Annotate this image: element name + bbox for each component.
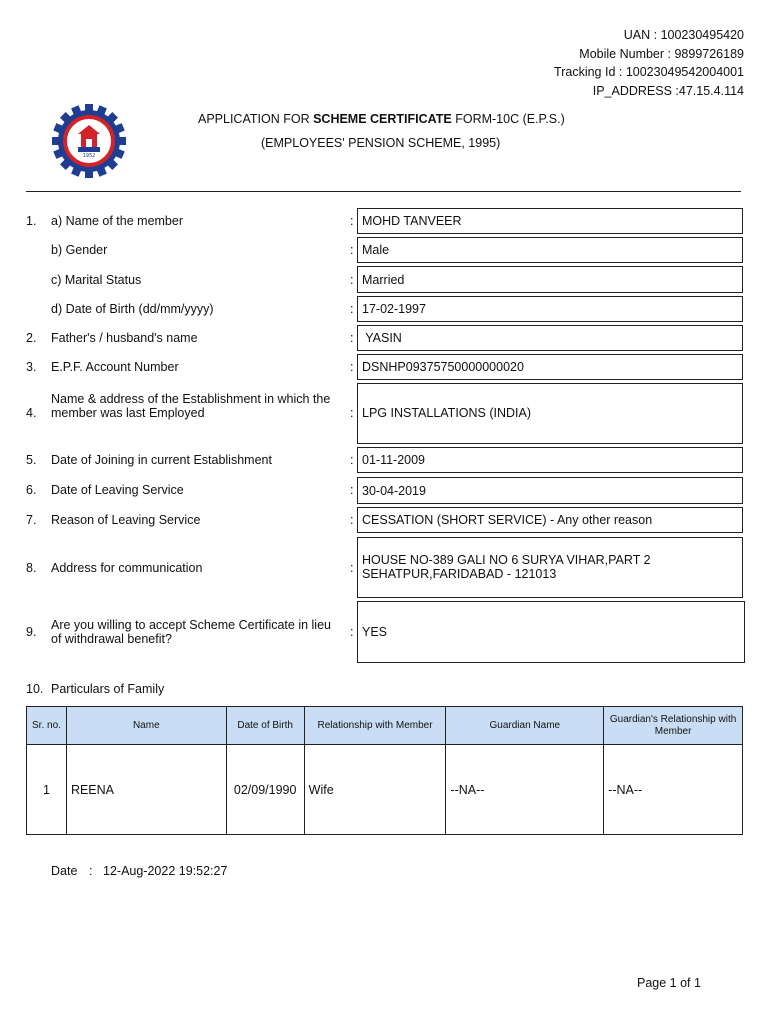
table-row: [27, 745, 743, 835]
field-number: 6.: [26, 483, 37, 497]
field-number: 9.: [26, 625, 37, 639]
willing-to-accept-value: YES: [357, 601, 745, 663]
field-colon: :: [350, 302, 354, 316]
cell-relationship: Wife: [304, 745, 446, 835]
date-colon: :: [89, 864, 93, 878]
reason-of-leaving-value: CESSATION (SHORT SERVICE) - Any other reason: [357, 507, 743, 533]
cell-guardian-relationship: --NA--: [604, 745, 743, 835]
date-of-joining-value: 01-11-2009: [357, 447, 743, 473]
field-number: 8.: [26, 561, 37, 575]
date-label: Date: [51, 864, 78, 878]
field-colon: :: [350, 483, 354, 497]
family-section-label: Particulars of Family: [51, 682, 165, 696]
field-colon: :: [350, 331, 354, 345]
field-label-epf-account: E.P.F. Account Number: [51, 360, 179, 374]
column-header-guardian-relationship: Guardian's Relationship with Member: [604, 707, 743, 745]
tracking-id-text: Tracking Id : 10023049542004001: [554, 65, 744, 79]
field-colon: :: [350, 273, 354, 287]
column-header-relationship: Relationship with Member: [304, 707, 446, 745]
field-colon: :: [350, 453, 354, 467]
field-number: 2.: [26, 331, 37, 345]
gender-value: Male: [357, 237, 743, 263]
column-header-guardian-name: Guardian Name: [446, 707, 604, 745]
field-colon: :: [350, 243, 354, 257]
field-number: 7.: [26, 513, 37, 527]
field-colon: :: [350, 625, 354, 639]
field-number: 1.: [26, 214, 37, 228]
date-value: 12-Aug-2022 19:52:27: [103, 864, 228, 878]
form-title: [198, 112, 565, 126]
date-of-leaving-value: 30-04-2019: [357, 477, 743, 504]
field-colon: :: [350, 360, 354, 374]
cell-sr-no: 1: [27, 745, 67, 835]
form-subtitle: (EMPLOYEES' PENSION SCHEME, 1995): [261, 136, 501, 150]
cell-name: REENA: [66, 745, 226, 835]
field-label-date-of-joining: Date of Joining in current Establishment: [51, 453, 272, 467]
cell-guardian-name: --NA--: [446, 745, 604, 835]
field-label-date-of-leaving: Date of Leaving Service: [51, 483, 184, 497]
establishment-value: LPG INSTALLATIONS (INDIA): [357, 383, 743, 444]
date-of-birth-value: 17-02-1997: [357, 296, 743, 322]
ip-address-text: IP_ADDRESS :47.15.4.114: [592, 83, 744, 98]
field-label-address: Address for communication: [51, 561, 203, 575]
field-number: 5.: [26, 453, 37, 467]
family-table: [26, 706, 743, 835]
epfo-logo: [50, 102, 128, 180]
title-bold: SCHEME CERTIFICATE: [313, 112, 452, 126]
field-colon: :: [350, 561, 354, 575]
column-header-sr-no: Sr. no.: [27, 707, 67, 745]
column-header-name: Name: [66, 707, 226, 745]
logo-year: 1952: [82, 153, 96, 159]
cell-date-of-birth: 02/09/1990: [226, 745, 304, 835]
field-label-reason-of-leaving: Reason of Leaving Service: [51, 513, 201, 527]
marital-status-value: Married: [357, 266, 743, 293]
mobile-number-text: Mobile Number : 9899726189: [579, 46, 744, 61]
field-label-member-name: a) Name of the member: [51, 214, 183, 228]
field-number: 3.: [26, 360, 37, 374]
field-label-marital-status: c) Marital Status: [51, 273, 142, 287]
field-colon: :: [350, 513, 354, 527]
field-label-gender: b) Gender: [51, 243, 108, 257]
address-value: HOUSE NO-389 GALI NO 6 SURYA VIHAR,PART 2 SEHATPUR,FARIDABAD - 121013: [357, 537, 743, 598]
field-number: 10.: [26, 682, 44, 696]
family-table-header-row: [27, 707, 743, 745]
title-suffix: FORM-10C (E.P.S.): [451, 112, 565, 126]
field-label-establishment: Name & address of the Establishment in which the member was last Employed: [51, 392, 331, 420]
column-header-date-of-birth: Date of Birth: [226, 707, 304, 745]
epf-account-value: DSNHP09375750000000020: [357, 354, 743, 380]
field-label-date-of-birth: d) Date of Birth (dd/mm/yyyy): [51, 302, 214, 316]
field-label-father-name: Father's / husband's name: [51, 331, 198, 345]
title-prefix: APPLICATION FOR: [198, 112, 314, 126]
field-number: 4.: [26, 406, 37, 420]
uan-text: UAN : 100230495420: [623, 28, 744, 42]
father-name-value: YASIN: [357, 325, 743, 351]
field-label-willing-to-accept: Are you willing to accept Scheme Certificate in lieu of withdrawal benefit?: [51, 618, 331, 646]
header-divider: [26, 191, 741, 192]
field-colon: :: [350, 214, 354, 228]
field-colon: :: [350, 406, 354, 420]
header-identifiers: [554, 26, 744, 100]
member-name-value: MOHD TANVEER: [357, 208, 743, 234]
page-number: Page 1 of 1: [637, 976, 701, 990]
